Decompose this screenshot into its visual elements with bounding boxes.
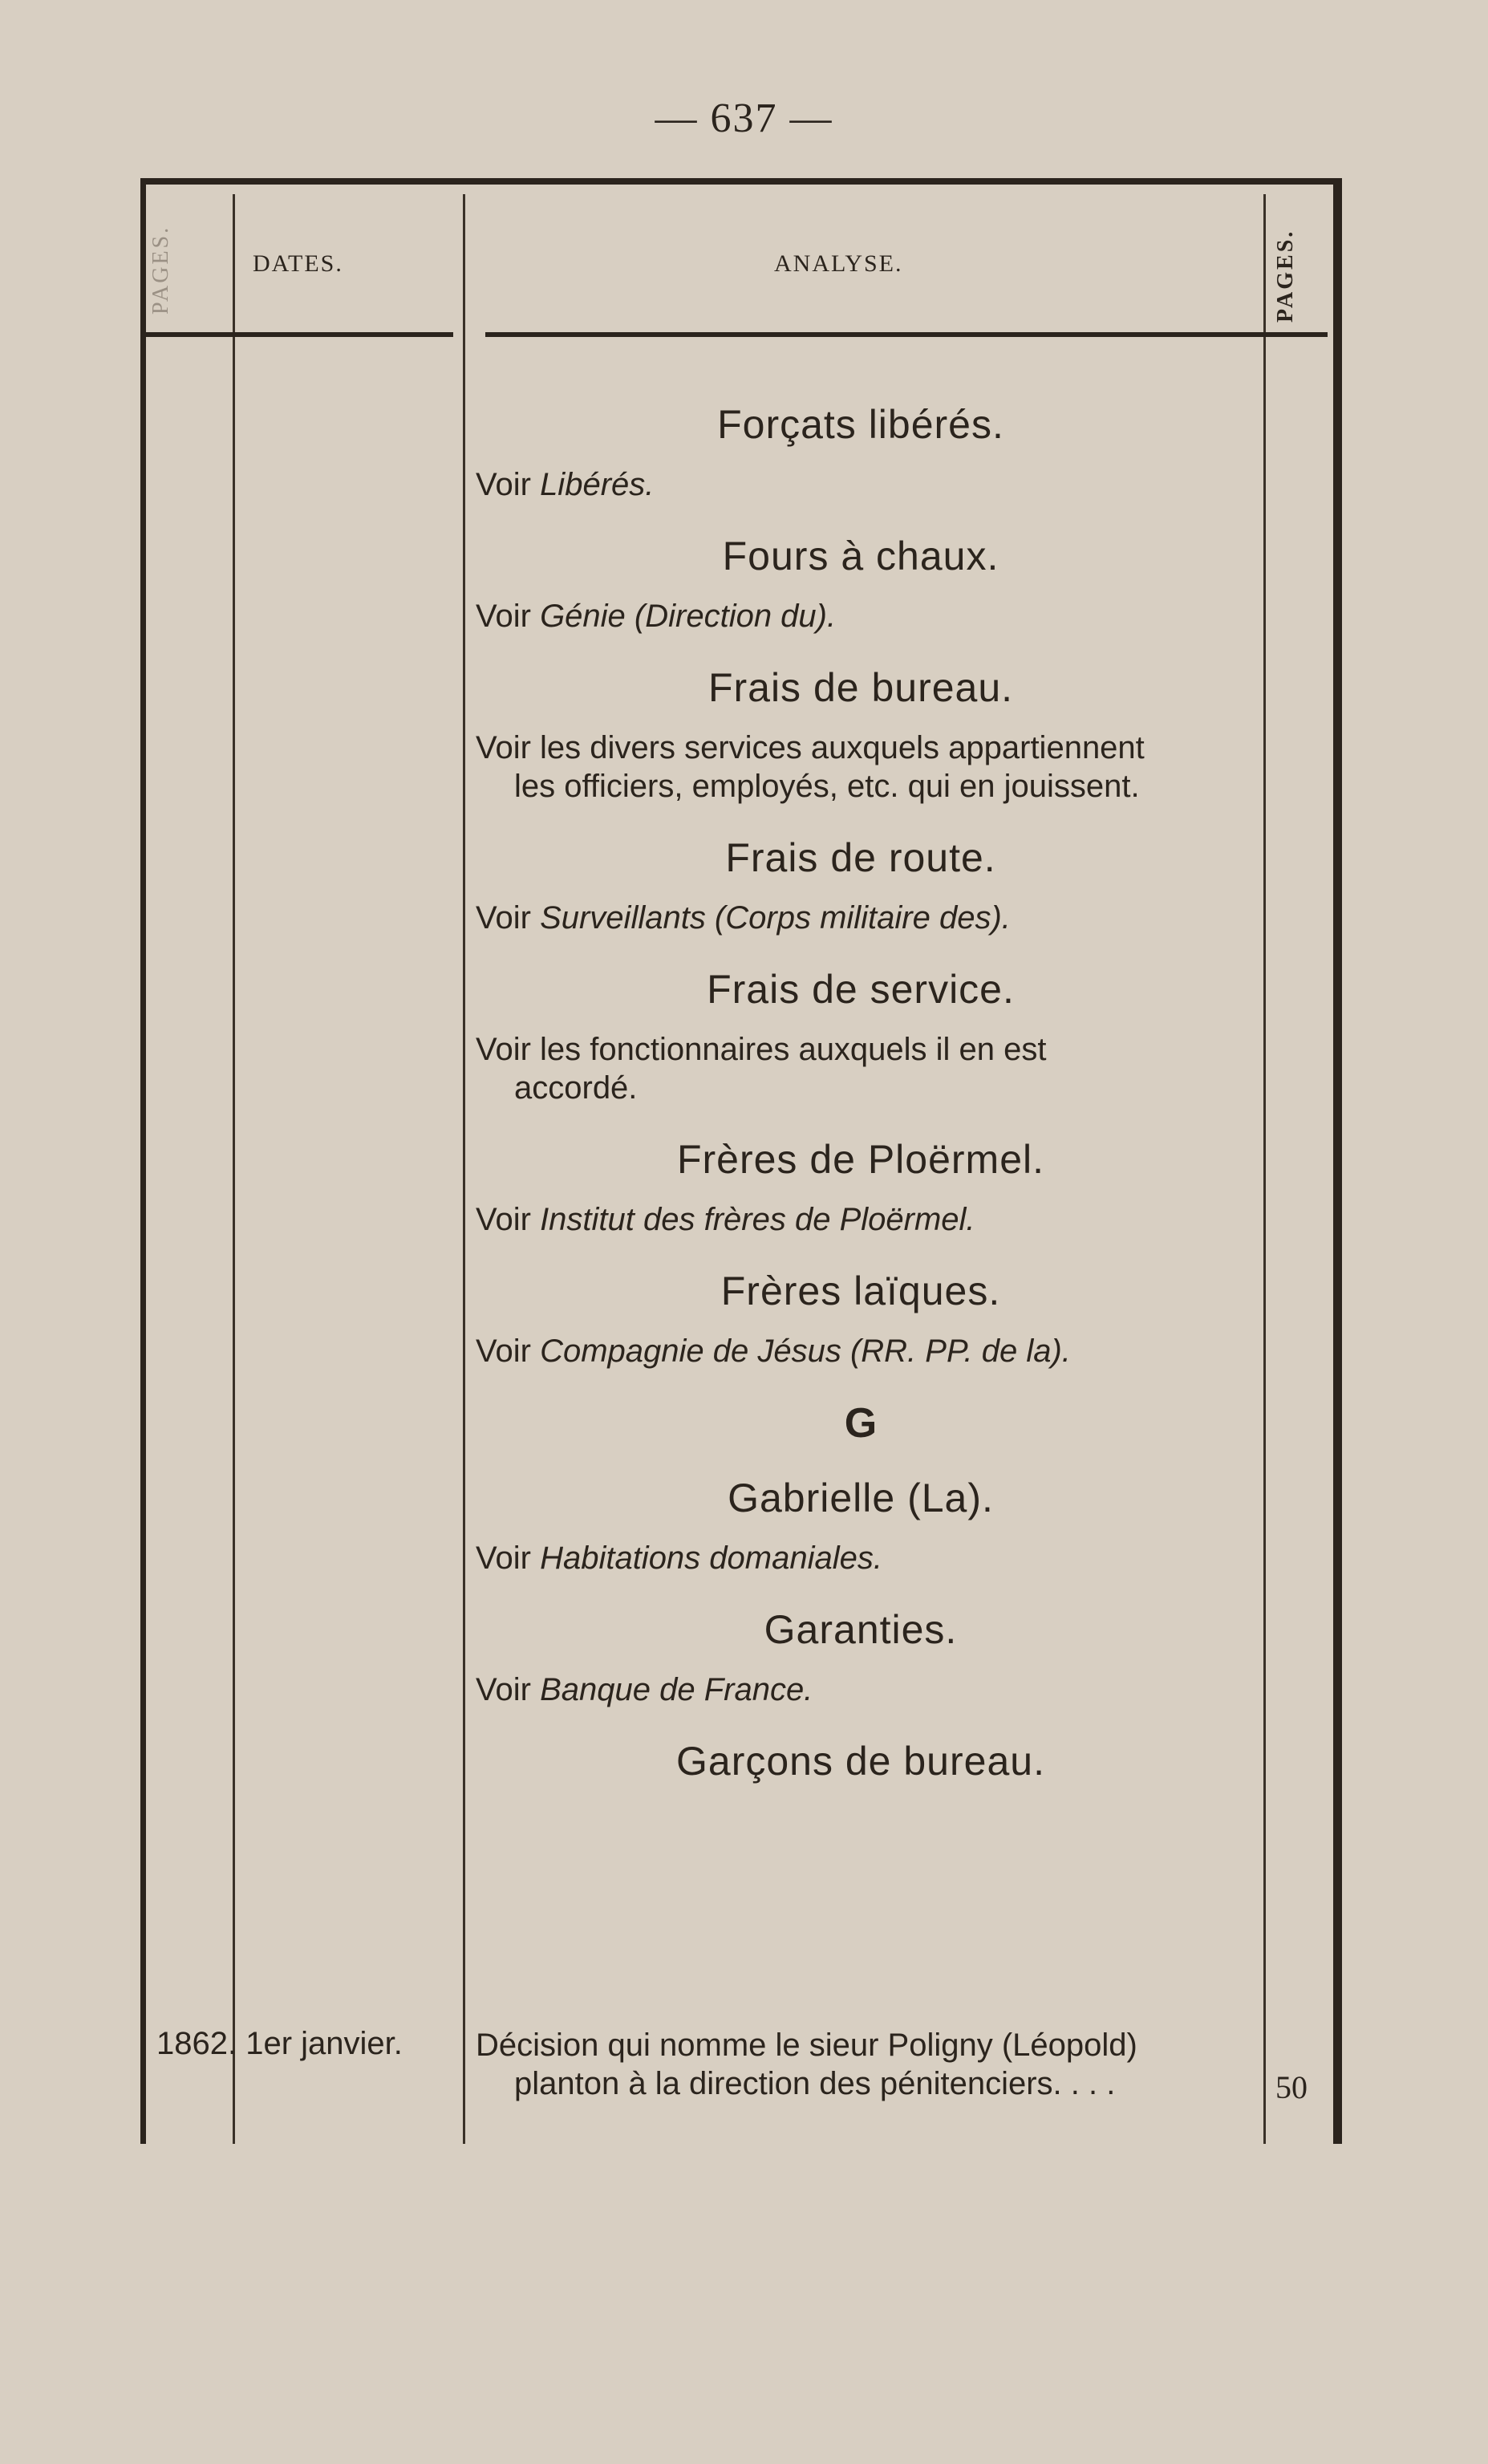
entry-reference bbox=[476, 1670, 1246, 1709]
decision-page-reference: 50 bbox=[1275, 2069, 1308, 2105]
entry-reference bbox=[476, 465, 1246, 504]
entry-title: Frais de service. bbox=[707, 967, 1015, 1012]
entry-title: Fours à chaux. bbox=[722, 534, 999, 578]
header-dates: DATES. bbox=[253, 250, 343, 277]
entry-title: Gabrielle (La). bbox=[728, 1476, 994, 1520]
entry-fours bbox=[476, 533, 1246, 635]
header-pages-left: PAGES. bbox=[148, 225, 173, 315]
header-pages-right: PAGES. bbox=[1273, 229, 1298, 323]
table-top-rule bbox=[140, 178, 1342, 185]
reference-prefix: Voir bbox=[476, 599, 531, 634]
decision-line1: Décision qui nomme le sieur Poligny (Léopold) bbox=[476, 2028, 1137, 2063]
entry-gabrielle bbox=[476, 1475, 1246, 1577]
entry-reference bbox=[476, 1200, 1246, 1239]
entry-garcons-bureau bbox=[476, 1738, 1246, 1784]
reference-prefix: Voir bbox=[476, 1541, 531, 1576]
reference-target: Libérés. bbox=[540, 467, 655, 502]
table-left-rule bbox=[140, 178, 146, 2144]
column-divider-dates bbox=[233, 194, 235, 2144]
entry-frais-service bbox=[476, 966, 1246, 1107]
letter-heading: G bbox=[844, 1400, 878, 1447]
entry-freres-ploermel bbox=[476, 1136, 1246, 1239]
entry-title: Frères laïques. bbox=[720, 1269, 1001, 1313]
entry-frais-bureau bbox=[476, 664, 1246, 806]
entry-frais-route bbox=[476, 834, 1246, 937]
header-rule-right bbox=[485, 332, 1328, 337]
entry-title: Garçons de bureau. bbox=[676, 1739, 1045, 1784]
entry-title: Forçats libérés. bbox=[717, 402, 1004, 447]
reference-target: Génie (Direction du). bbox=[540, 599, 837, 634]
entry-reference bbox=[476, 1332, 1246, 1370]
decision-line2: planton à la direction des pénitenciers. . . . bbox=[514, 2066, 1116, 2101]
page-number: — 637 — bbox=[655, 95, 833, 141]
reference-prefix: Voir bbox=[476, 1672, 531, 1707]
table-right-rule bbox=[1333, 178, 1342, 2144]
reference-target: Surveillants (Corps militaire des). bbox=[540, 900, 1011, 936]
entry-freres-laiques bbox=[476, 1268, 1246, 1370]
reference-prefix: Voir bbox=[476, 1202, 531, 1237]
entry-reference bbox=[476, 597, 1246, 635]
header-analyse: ANALYSE. bbox=[774, 250, 903, 277]
entry-reference-line2: accordé. bbox=[514, 1070, 638, 1106]
index-entries bbox=[476, 401, 1246, 1813]
reference-target: Banque de France. bbox=[540, 1672, 813, 1707]
entry-reference-line2: les officiers, employés, etc. qui en jouissent. bbox=[514, 769, 1140, 804]
decision-date: 1862. 1er janvier. bbox=[156, 2026, 403, 2061]
reference-prefix: Voir bbox=[476, 900, 531, 936]
entry-title: Frères de Ploërmel. bbox=[676, 1137, 1045, 1182]
entry-reference-line1: Voir les fonctionnaires auxquels il en est bbox=[476, 1032, 1047, 1067]
entry-title: Frais de bureau. bbox=[708, 665, 1014, 710]
decision-text bbox=[476, 2026, 1238, 2103]
entry-reference bbox=[476, 1539, 1246, 1577]
column-divider-pages bbox=[1263, 194, 1266, 2144]
column-divider-analyse bbox=[463, 194, 465, 2144]
entry-title: Garanties. bbox=[764, 1607, 958, 1652]
entry-reference bbox=[476, 899, 1246, 937]
reference-target: Institut des frères de Ploërmel. bbox=[540, 1202, 975, 1237]
entry-reference-line1: Voir les divers services auxquels appartiennent bbox=[476, 730, 1145, 765]
entry-garanties bbox=[476, 1606, 1246, 1709]
reference-target: Compagnie de Jésus (RR. PP. de la). bbox=[540, 1333, 1071, 1369]
reference-prefix: Voir bbox=[476, 1333, 531, 1369]
header-rule-left bbox=[140, 332, 453, 337]
reference-prefix: Voir bbox=[476, 467, 531, 502]
reference-target: Habitations domaniales. bbox=[540, 1541, 882, 1576]
entry-title: Frais de route. bbox=[725, 835, 996, 880]
entry-forcats bbox=[476, 401, 1246, 504]
